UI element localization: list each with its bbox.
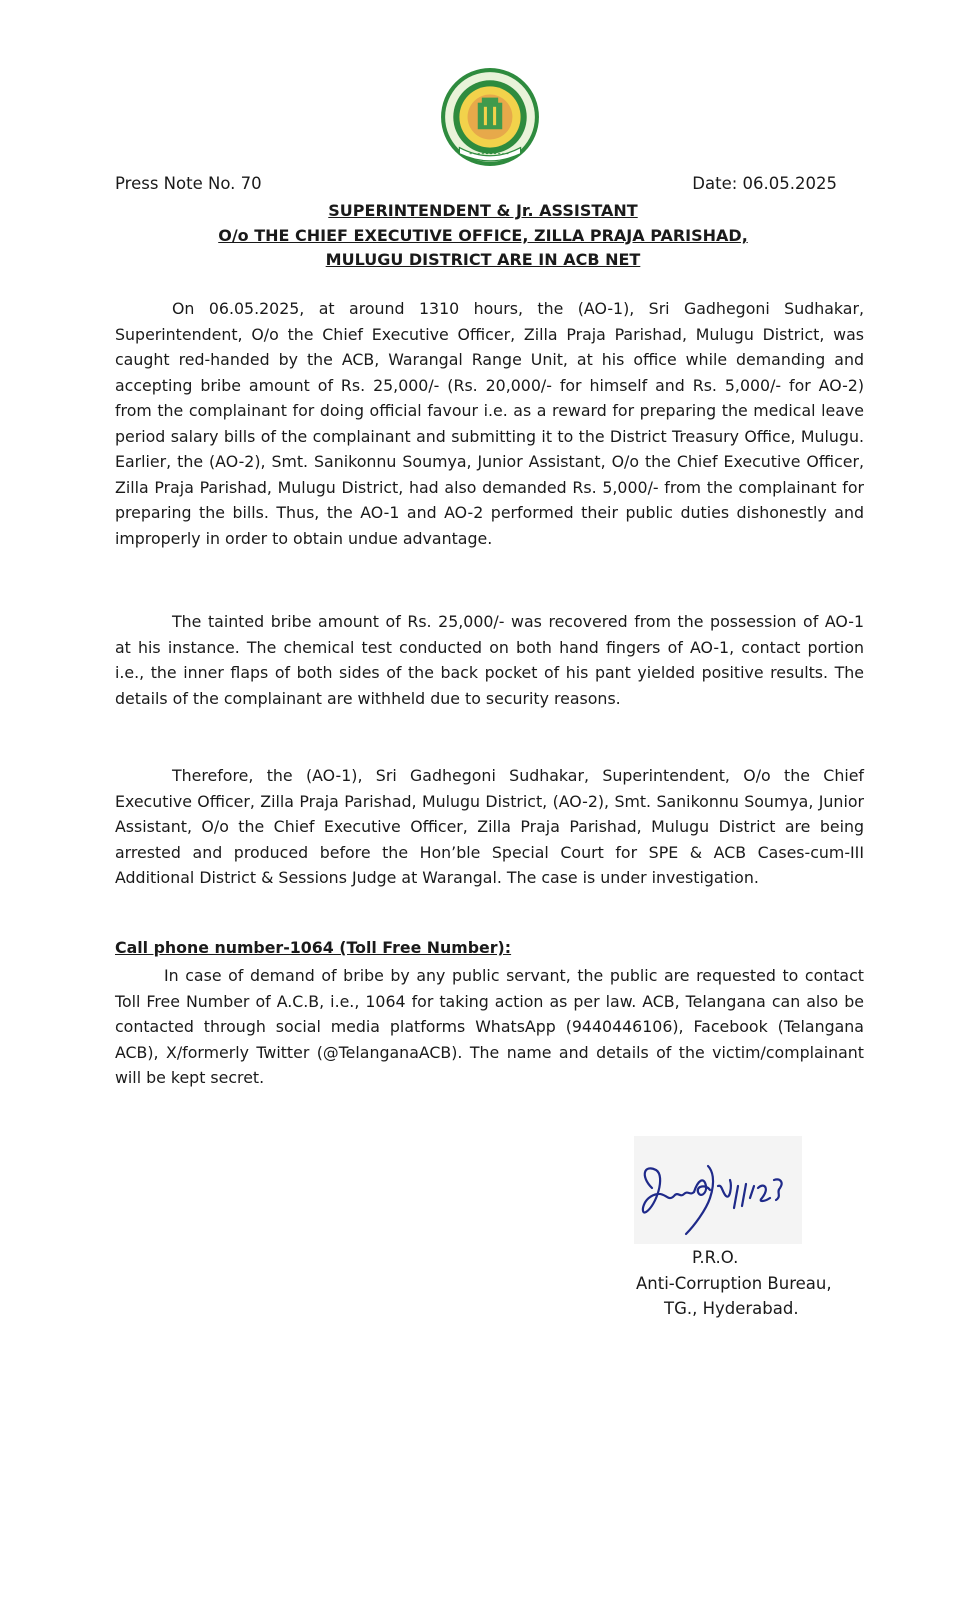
paragraph-arrest xyxy=(115,763,864,891)
paragraph-text: On 06.05.2025, at around 1310 hours, the (AO-1), Sri Gadhegoni Sudhakar, Superintendent, O/o the Chief Executive Officer, Zilla Praja Parishad, Mulugu District, was caught red-handed by the ACB, Warangal Range Unit, at his office while demanding and accepting bribe amount of Rs. 25,000/- (Rs. 20,000/- for himself and Rs. 5,000/- for AO-2) from the complainant for doing official favour i.e. as a reward for preparing the medical leave period salary bills of the complainant and submitting it to the District Treasury Office, Mulugu. Earlier, the (AO-2), Smt. Sanikonnu Soumya, Junior Assistant, O/o the Chief Executive Officer, Zilla Praja Parishad, Mulugu District, had also demanded Rs. 5,000/- from the complainant for preparing the bills. Thus, the AO-1 and AO-2 performed their public duties dishonestly and improperly in order to obtain undue advantage. xyxy=(115,299,864,548)
press-note-date: Date: 06.05.2025 xyxy=(692,174,837,193)
headline xyxy=(115,199,851,273)
signatory-organization: Anti-Corruption Bureau, xyxy=(636,1273,832,1293)
headline-line-3: MULUGU DISTRICT ARE IN ACB NET xyxy=(325,250,641,269)
header-row xyxy=(115,174,837,193)
handwritten-signature xyxy=(634,1136,802,1244)
headline-line-1: SUPERINTENDENT & Jr. ASSISTANT xyxy=(328,201,638,220)
press-note-number: Press Note No. 70 xyxy=(115,174,262,193)
signatory-title: P.R.O. xyxy=(692,1248,739,1267)
paragraph-recovery xyxy=(115,609,864,711)
helpline-heading: Call phone number-1064 (Toll Free Number): xyxy=(115,938,512,957)
paragraph-text: The tainted bribe amount of Rs. 25,000/- was recovered from the possession of AO-1 at his instance. The chemical test conducted on both hand fingers of AO-1, contact portion i.e., the inner flaps of both sides of the back pocket of his pant yielded positive results. The details of the complainant are withheld due to security reasons. xyxy=(115,612,864,708)
signatory-location: TG., Hyderabad. xyxy=(664,1299,799,1318)
paragraph-helpline xyxy=(115,963,864,1091)
acb-seal-emblem xyxy=(439,66,541,168)
paragraph-incident xyxy=(115,296,864,551)
signatory-block xyxy=(630,1245,860,1322)
paragraph-text: Therefore, the (AO-1), Sri Gadhegoni Sudhakar, Superintendent, O/o the Chief Executive Officer, Zilla Praja Parishad, Mulugu District, (AO-2), Smt. Sanikonnu Soumya, Junior Assistant, O/o the Chief Executive Officer, Zilla Praja Parishad, Mulugu District are being arrested and produced before the Hon’ble Special Court for SPE & ACB Cases-cum-III Additional District & Sessions Judge at Warangal. The case is under investigation. xyxy=(115,766,864,887)
paragraph-text: In case of demand of bribe by any public servant, the public are requested to contact Toll Free Number of A.C.B, i.e., 1064 for taking action as per law. ACB, Telangana can also be contacted through social media platforms WhatsApp (9440446106), Facebook (Telangana ACB), X/formerly Twitter (@TelanganaACB). The name and details of the victim/complainant will be kept secret. xyxy=(115,966,864,1087)
headline-line-2: O/o THE CHIEF EXECUTIVE OFFICE, ZILLA PRAJA PARISHAD, xyxy=(218,225,748,245)
